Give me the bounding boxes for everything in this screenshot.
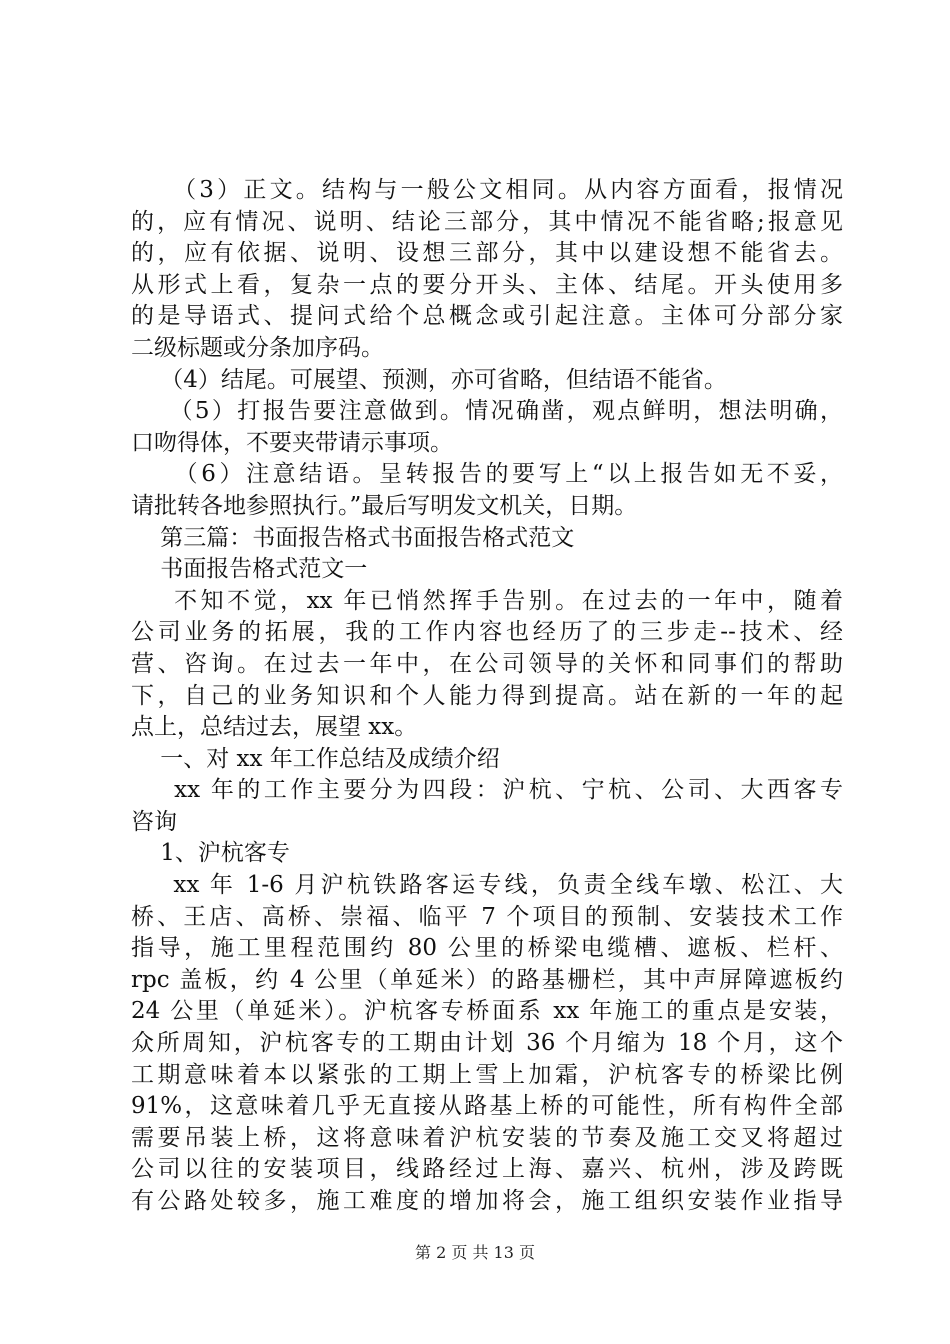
text-line: 1、沪杭客专 (131, 840, 290, 867)
text-line: 点上，总结过去，展望 xx。 (131, 714, 418, 741)
text-line: 需要吊装上桥，这将意味着沪杭安装的节奏及施工交叉将超过 (131, 1124, 843, 1151)
text-line: 的是导语式、提问式给个总概念或引起注意。主体可分部分家 (131, 303, 843, 330)
text-line: 指导，施工里程范围约 80 公里的桥梁电缆槽、遮板、栏杆、 (131, 935, 843, 962)
text-line: 的，应有情况、说明、结论三部分，其中情况不能省略;报意见 (131, 208, 843, 235)
text-line: （4）结尾。可展望、预测，亦可省略，但结语不能省。 (131, 366, 727, 393)
text-line: 营、咨询。在过去一年中，在公司领导的关怀和同事们的帮助 (131, 650, 843, 677)
text-line: 书面报告格式范文一 (131, 556, 368, 583)
text-line: 从形式上看，复杂一点的要分开头、主体、结尾。开头使用多 (131, 271, 843, 298)
text-line: 的，应有依据、说明、设想三部分，其中以建设想不能省去。 (131, 240, 843, 267)
text-line: 咨询 (131, 808, 177, 835)
text-line: （6）注意结语。呈转报告的要写上“以上报告如无不妥， (131, 461, 843, 488)
text-line: 请批转各地参照执行。”最后写明发文机关，日期。 (131, 492, 638, 519)
text-line: 一、对 xx 年工作总结及成绩介绍 (131, 745, 500, 772)
text-line: 第三篇：书面报告格式书面报告格式范文 (131, 524, 575, 551)
text-line: 不知不觉，xx 年已悄然挥手告别。在过去的一年中，随着 (131, 587, 843, 614)
text-line: 有公路处较多，施工难度的增加将会，施工组织安装作业指导 (131, 1188, 843, 1214)
text-line: 公司以往的安装项目，线路经过上海、嘉兴、杭州，涉及跨既 (131, 1156, 843, 1183)
text-line: rpc 盖板，约 4 公里（单延米）的路基栅栏，其中声屏障遮板约 (131, 966, 843, 993)
text-line: xx 年的工作主要分为四段：沪杭、宁杭、公司、大西客专 (131, 777, 843, 804)
text-line: （5）打报告要注意做到。情况确凿，观点鲜明，想法明确， (131, 398, 843, 425)
text-line: （3）正文。结构与一般公文相同。从内容方面看，报情况 (131, 177, 843, 203)
text-line: 公司业务的拓展，我的工作内容也经历了的三步走--技术、经 (131, 619, 843, 646)
text-line: xx 年 1-6 月沪杭铁路客运专线，负责全线车墩、松江、大 (131, 872, 843, 899)
text-line: 口吻得体，不要夹带请示事项。 (131, 429, 453, 456)
text-line: 24 公里（单延米）。沪杭客专桥面系 xx 年施工的重点是安装， (131, 998, 843, 1025)
page-footer: 第 2 页 共 13 页 (415, 1243, 535, 1262)
text-line: 桥、王店、高桥、崇福、临平 7 个项目的预制、安装技术工作 (131, 903, 843, 930)
text-line: 下，自己的业务知识和个人能力得到提高。站在新的一年的起 (131, 682, 843, 709)
text-line: 众所周知，沪杭客专的工期由计划 36 个月缩为 18 个月，这个 (131, 1030, 843, 1057)
text-line: 二级标题或分条加序码。 (131, 334, 384, 361)
body-text (131, 175, 843, 1218)
text-line: 91%，这意味着几乎无直接从路基上桥的可能性，所有构件全部 (131, 1093, 843, 1120)
text-line: 工期意味着本以紧张的工期上雪上加霜，沪杭客专的桥梁比例 (131, 1061, 843, 1088)
